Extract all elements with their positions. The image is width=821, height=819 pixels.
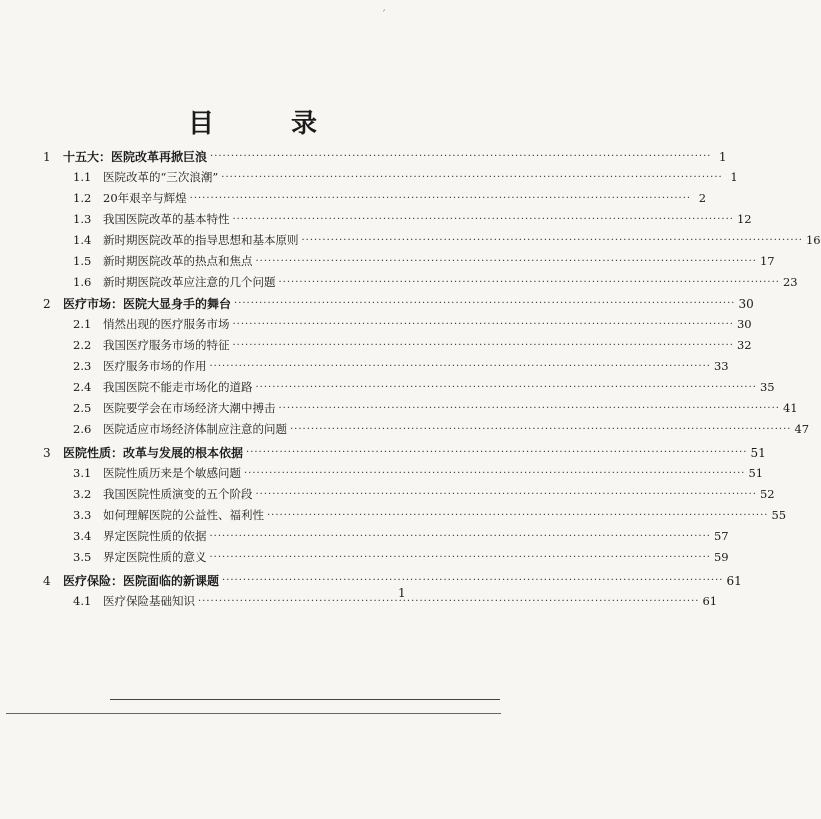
entry-number: 2.6 [73, 422, 92, 437]
dot-leader: ························································································································ [255, 256, 757, 267]
toc-section-entry [73, 484, 775, 506]
dot-leader: ························································································································ [267, 510, 769, 521]
entry-page-number: 61 [702, 594, 718, 609]
dot-leader: ························································································································ [278, 277, 780, 288]
toc-section-entry [73, 377, 775, 399]
toc-section-entry [73, 167, 738, 189]
toc-chapter-entry [43, 146, 727, 168]
entry-page-number: 1 [730, 170, 738, 185]
dot-leader: ························································································································ [290, 424, 792, 435]
entry-number: 4 [43, 574, 51, 588]
entry-page-number: 12 [736, 212, 752, 227]
dot-leader: ························································································································ [189, 193, 692, 204]
entry-number: 2.3 [73, 359, 92, 374]
entry-page-number: 55 [771, 508, 787, 523]
entry-title: 新时期医院改革的指导思想和基本原则 [103, 233, 299, 248]
entry-title: 医疗保险：医院面临的新课题 [63, 574, 220, 588]
entry-title: 界定医院性质的依据 [103, 529, 207, 544]
toc-chapter-entry [43, 570, 742, 592]
entry-title: 医院改革的“三次浪潮” [103, 170, 219, 185]
toc-section-entry [73, 314, 752, 336]
scan-mark: ˊ [381, 10, 386, 21]
entry-title: 医院性质历来是个敏感问题 [103, 466, 241, 481]
entry-number: 1 [43, 150, 51, 164]
entry-number: 1.1 [73, 170, 92, 185]
entry-number: 3.1 [73, 466, 92, 481]
entry-title: 我国医院改革的基本特性 [103, 212, 230, 227]
divider-line [110, 699, 500, 700]
entry-number: 1.4 [73, 233, 92, 248]
dot-leader: ························································································································ [232, 214, 734, 225]
dot-leader: ························································································································ [246, 447, 748, 458]
entry-number: 3.4 [73, 529, 92, 544]
dot-leader: ························································································································ [255, 382, 757, 393]
entry-title: 十五大：医院改革再掀巨浪 [63, 150, 208, 164]
toc-section-entry [73, 209, 752, 231]
entry-page-number: 35 [759, 380, 775, 395]
dot-leader: ························································································································ [221, 172, 723, 183]
dot-leader: ························································································································ [232, 340, 734, 351]
dot-leader: ························································································································ [301, 235, 803, 246]
dot-leader: ························································································································ [244, 468, 746, 479]
entry-title: 我国医疗服务市场的特征 [103, 338, 230, 353]
entry-number: 3.5 [73, 550, 92, 565]
toc-section-entry [73, 188, 707, 210]
entry-title: 我国医院性质演变的五个阶段 [103, 487, 253, 502]
dot-leader: ························································································································ [209, 531, 711, 542]
toc-section-entry [73, 230, 821, 252]
entry-page-number: 59 [713, 550, 729, 565]
toc-section-entry [73, 272, 798, 294]
dot-leader: ························································································································ [209, 361, 711, 372]
toc-chapter-entry [43, 442, 766, 464]
entry-number: 2.5 [73, 401, 92, 416]
toc-section-entry [73, 335, 752, 357]
dot-leader: ························································································································ [210, 151, 712, 162]
entry-number: 2 [43, 297, 51, 311]
entry-number: 2.1 [73, 317, 92, 332]
entry-title: 医疗保险基础知识 [103, 594, 195, 609]
toc-section-entry [73, 591, 718, 613]
toc-section-entry [73, 505, 787, 527]
toc-section-entry [73, 463, 764, 485]
entry-number: 3.2 [73, 487, 92, 502]
dot-leader: ························································································································ [209, 552, 711, 563]
entry-title: 医疗服务市场的作用 [103, 359, 207, 374]
entry-page-number: 30 [738, 297, 754, 311]
entry-number: 2.2 [73, 338, 92, 353]
toc-chapter-entry [43, 293, 754, 315]
toc-section-entry [73, 356, 729, 378]
entry-number: 1.5 [73, 254, 92, 269]
entry-title: 我国医院不能走市场化的道路 [103, 380, 253, 395]
toc-section-entry [73, 251, 775, 273]
entry-page-number: 16 [805, 233, 821, 248]
entry-number: 3.3 [73, 508, 92, 523]
entry-page-number: 52 [759, 487, 775, 502]
entry-page-number: 23 [782, 275, 798, 290]
toc-section-entry [73, 547, 729, 569]
entry-number: 1.2 [73, 191, 92, 206]
dot-leader: ························································································································ [278, 403, 780, 414]
entry-page-number: 51 [748, 466, 764, 481]
entry-page-number: 41 [782, 401, 798, 416]
entry-title: 如何理解医院的公益性、福利性 [103, 508, 264, 523]
entry-page-number: 61 [726, 574, 742, 588]
entry-page-number: 2 [698, 191, 707, 206]
dot-leader: ························································································································ [255, 489, 757, 500]
entry-title: 界定医院性质的意义 [103, 550, 207, 565]
dot-leader: ························································································································ [198, 596, 700, 607]
entry-page-number: 51 [750, 446, 766, 460]
entry-page-number: 32 [736, 338, 752, 353]
entry-title: 医院适应市场经济体制应注意的问题 [103, 422, 287, 437]
entry-number: 3 [43, 446, 51, 460]
entry-title: 医院要学会在市场经济大潮中搏击 [103, 401, 276, 416]
page-title: 目 录 [187, 109, 352, 139]
entry-number: 1.6 [73, 275, 92, 290]
toc-section-entry [73, 398, 798, 420]
dot-leader: ························································································································ [222, 575, 724, 586]
dot-leader: ························································································································ [234, 298, 736, 309]
entry-number: 4.1 [73, 594, 92, 609]
entry-page-number: 17 [759, 254, 775, 269]
entry-page-number: 33 [713, 359, 729, 374]
entry-title: 新时期医院改革的热点和焦点 [103, 254, 253, 269]
entry-title: 新时期医院改革应注意的几个问题 [103, 275, 276, 290]
entry-page-number: 30 [736, 317, 752, 332]
dot-leader: ························································································································ [232, 319, 734, 330]
toc-section-entry [73, 419, 810, 441]
entry-page-number: 47 [794, 422, 810, 437]
page-number: 1 [398, 586, 406, 600]
entry-title: 20年艰辛与辉煌 [103, 191, 187, 206]
entry-number: 2.4 [73, 380, 92, 395]
entry-page-number: 57 [713, 529, 729, 544]
entry-page-number: 1 [718, 150, 727, 164]
divider-line [6, 713, 501, 714]
toc-section-entry [73, 526, 729, 548]
entry-number: 1.3 [73, 212, 92, 227]
entry-title: 医疗市场：医院大显身手的舞台 [63, 297, 232, 311]
entry-title: 悄然出现的医疗服务市场 [103, 317, 230, 332]
entry-title: 医院性质：改革与发展的根本依据 [63, 446, 244, 460]
